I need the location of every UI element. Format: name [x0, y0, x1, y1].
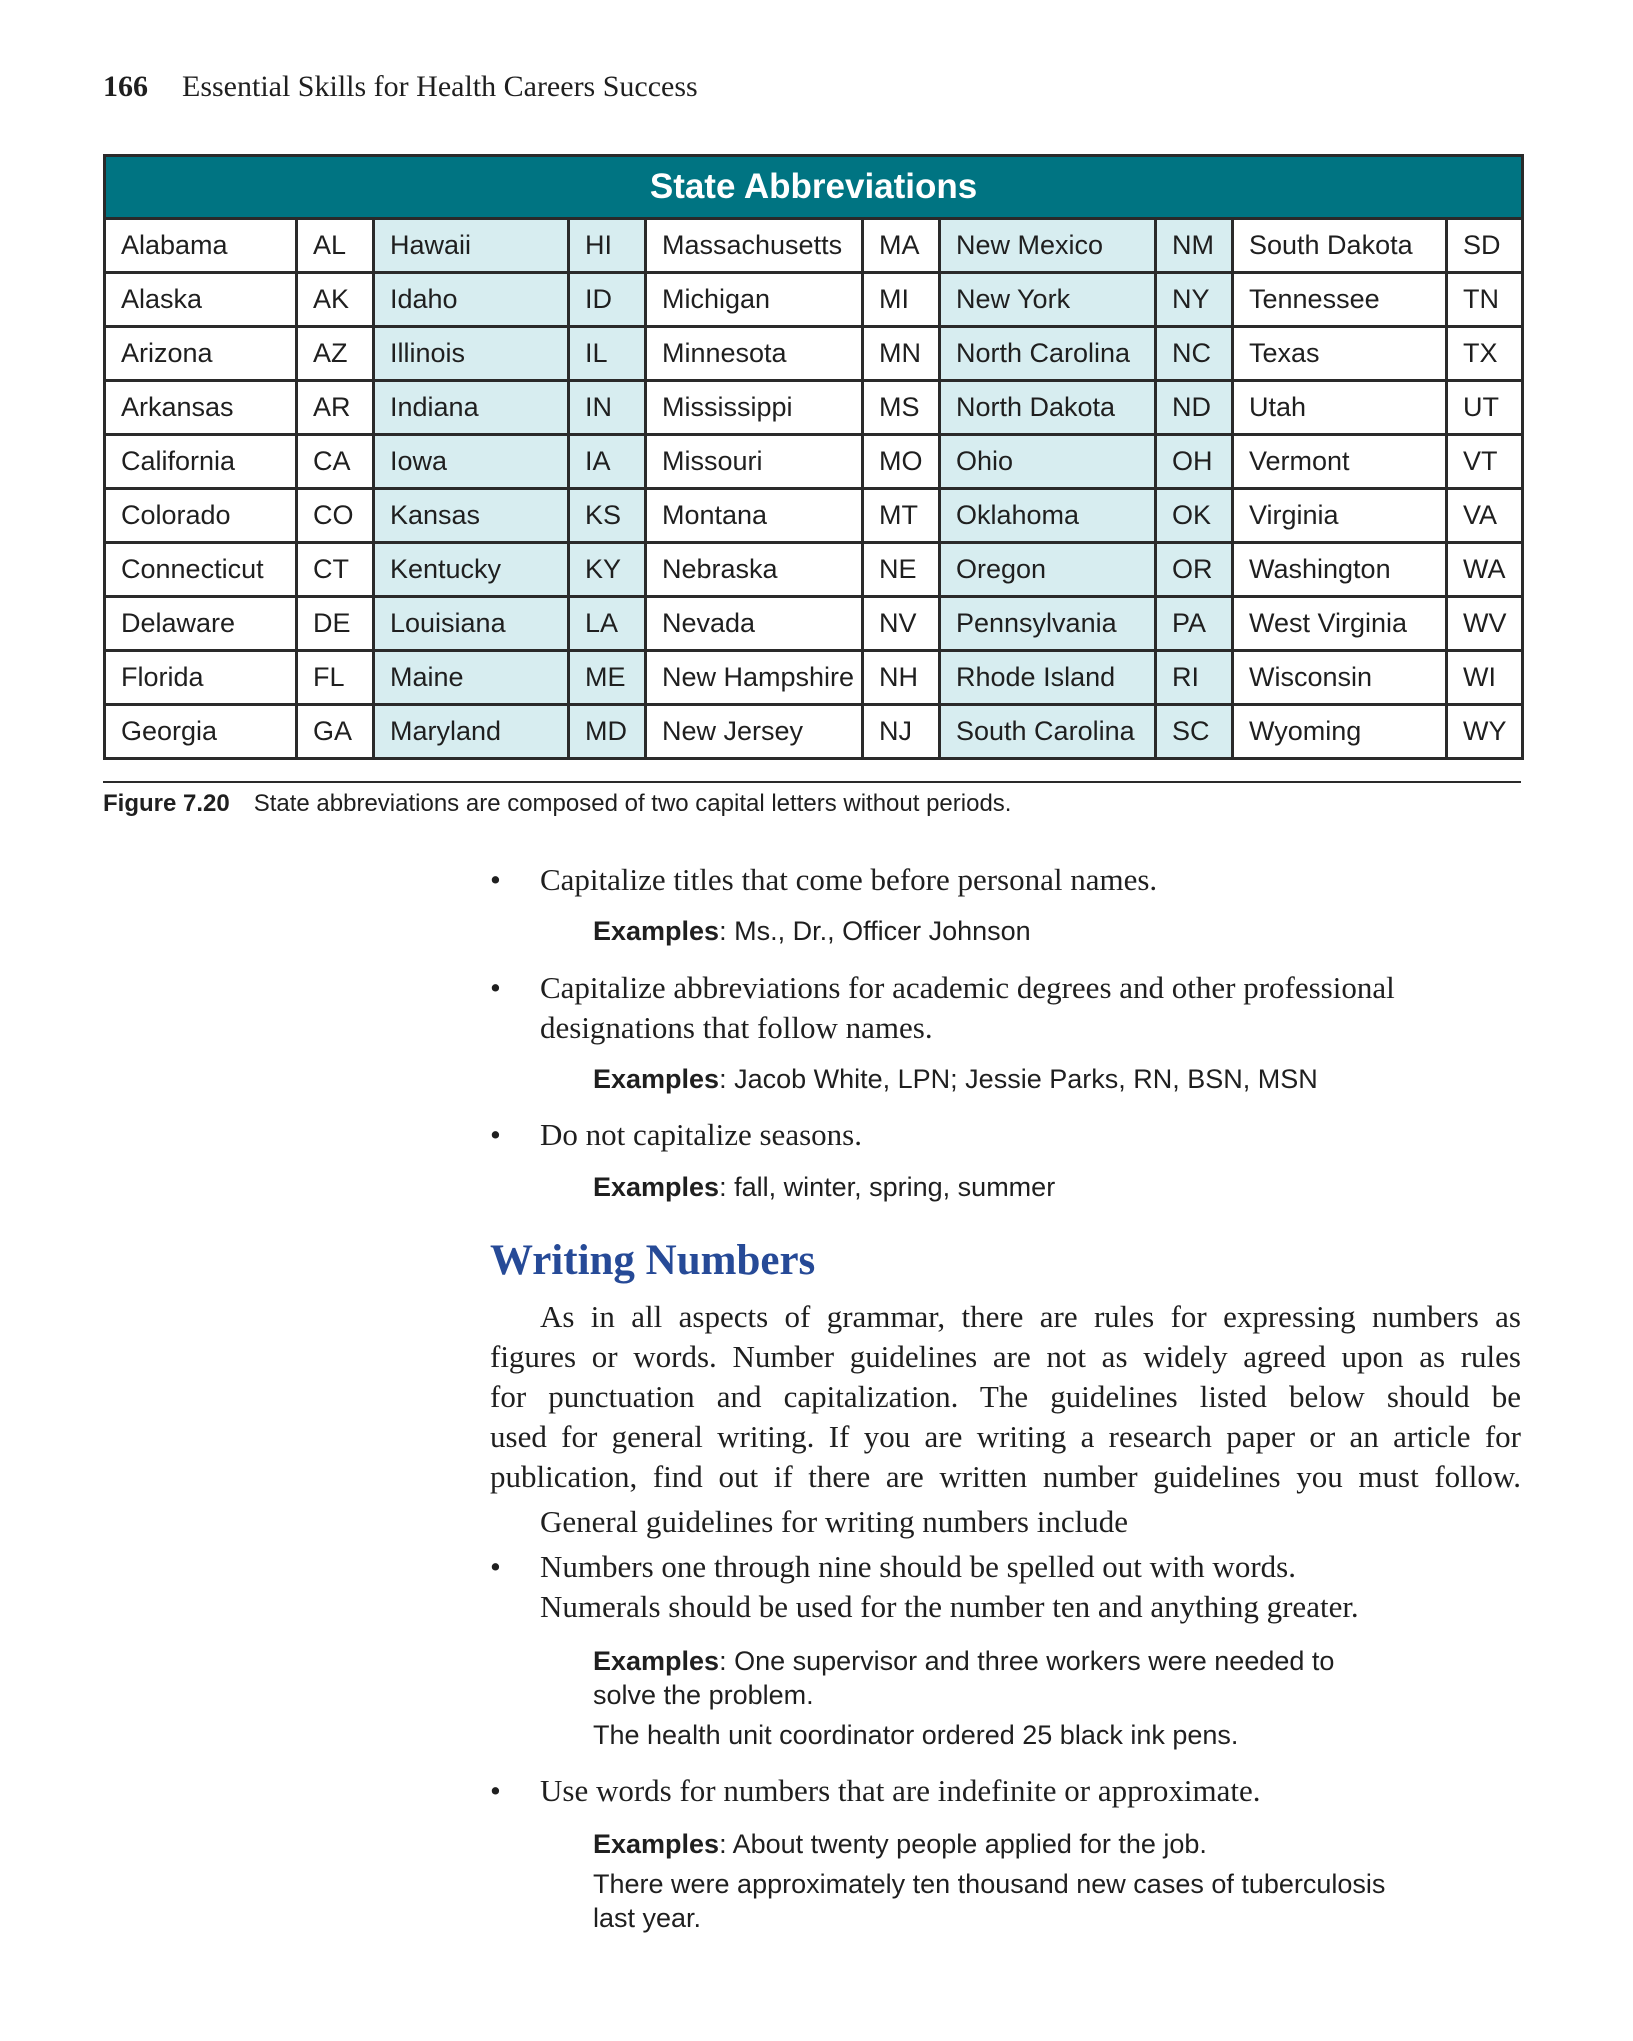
- bullet-text: Use words for numbers that are indefinite or approximate.: [540, 1773, 1261, 1808]
- state-abbreviation-cell: LA: [569, 597, 646, 651]
- state-abbreviation-cell: MN: [863, 327, 940, 381]
- intro-line: General guidelines for writing numbers include: [540, 1504, 1128, 1539]
- list-item: [490, 1771, 1521, 1811]
- state-name-cell: New Mexico: [940, 219, 1156, 273]
- state-name-cell: Oklahoma: [940, 489, 1156, 543]
- paragraph-line: As in all aspects of grammar, there are rules for expressing numbers as: [540, 1299, 1521, 1334]
- paragraph: [490, 1297, 1521, 1497]
- state-name-cell: Arizona: [105, 327, 297, 381]
- paragraph-line: used for general writing. If you are writing a research paper or an article for: [490, 1419, 1521, 1454]
- state-abbreviation-cell: TN: [1447, 273, 1523, 327]
- state-abbreviation-cell: OH: [1156, 435, 1233, 489]
- state-name-cell: Georgia: [105, 705, 297, 759]
- state-name-cell: South Carolina: [940, 705, 1156, 759]
- bullet-dot: •: [490, 1773, 501, 1808]
- state-abbreviation-cell: VT: [1447, 435, 1523, 489]
- bullet-text: Do not capitalize seasons.: [540, 1117, 862, 1152]
- state-abbreviation-cell: HI: [569, 219, 646, 273]
- bullet-dot: •: [490, 1549, 501, 1584]
- state-name-cell: Montana: [646, 489, 863, 543]
- state-abbreviation-cell: SD: [1447, 219, 1523, 273]
- state-abbreviation-cell: NC: [1156, 327, 1233, 381]
- example-text: : One supervisor and three workers were needed to: [719, 1646, 1335, 1676]
- state-abbreviation-cell: ND: [1156, 381, 1233, 435]
- state-name-cell: Kentucky: [374, 543, 569, 597]
- table-row: [105, 327, 1523, 381]
- state-abbreviation-cell: AZ: [297, 327, 374, 381]
- state-abbreviation-cell: AL: [297, 219, 374, 273]
- state-name-cell: Iowa: [374, 435, 569, 489]
- state-abbreviation-cell: NH: [863, 651, 940, 705]
- list-item: [490, 860, 1521, 900]
- caption-text: State abbreviations are composed of two capital letters without periods.: [253, 790, 1012, 817]
- table-row: [105, 219, 1523, 273]
- example-text: The health unit coordinator ordered 25 black ink pens.: [593, 1720, 1239, 1750]
- state-abbreviation-cell: WV: [1447, 597, 1523, 651]
- figure-caption: [103, 790, 1011, 818]
- bullet-text: Numerals should be used for the number ten and anything greater.: [540, 1589, 1359, 1624]
- state-name-cell: West Virginia: [1233, 597, 1447, 651]
- state-name-cell: Rhode Island: [940, 651, 1156, 705]
- state-abbreviation-cell: WI: [1447, 651, 1523, 705]
- state-name-cell: Arkansas: [105, 381, 297, 435]
- example-text: : Jacob White, LPN; Jessie Parks, RN, BSN, MSN: [719, 1064, 1318, 1094]
- state-name-cell: Massachusetts: [646, 219, 863, 273]
- state-name-cell: Texas: [1233, 327, 1447, 381]
- state-name-cell: Pennsylvania: [940, 597, 1156, 651]
- state-abbreviation-cell: ID: [569, 273, 646, 327]
- state-abbreviation-cell: MO: [863, 435, 940, 489]
- state-name-cell: Connecticut: [105, 543, 297, 597]
- example-text: : Ms., Dr., Officer Johnson: [719, 916, 1031, 946]
- state-abbreviation-cell: WY: [1447, 705, 1523, 759]
- state-abbreviation-cell: CT: [297, 543, 374, 597]
- example-text: solve the problem.: [593, 1680, 814, 1710]
- example-text: : fall, winter, spring, summer: [719, 1172, 1056, 1202]
- book-title: Essential Skills for Health Careers Success: [182, 70, 698, 103]
- example: [593, 1644, 1334, 1752]
- bullet-dot: •: [490, 862, 501, 897]
- state-abbreviation-cell: AR: [297, 381, 374, 435]
- state-abbreviation-cell: WA: [1447, 543, 1523, 597]
- table-row: [105, 381, 1523, 435]
- state-name-cell: Indiana: [374, 381, 569, 435]
- state-name-cell: Michigan: [646, 273, 863, 327]
- state-abbreviation-cell: MI: [863, 273, 940, 327]
- bullet-text: Capitalize titles that come before personal names.: [540, 862, 1158, 897]
- state-abbreviation-cell: NY: [1156, 273, 1233, 327]
- state-name-cell: Maine: [374, 651, 569, 705]
- state-name-cell: Washington: [1233, 543, 1447, 597]
- paragraph-line: publication, find out if there are written number guidelines you must follow.: [490, 1459, 1521, 1494]
- state-name-cell: Wyoming: [1233, 705, 1447, 759]
- state-name-cell: New York: [940, 273, 1156, 327]
- example-text: last year.: [593, 1903, 702, 1933]
- state-name-cell: Wisconsin: [1233, 651, 1447, 705]
- table-row: [105, 597, 1523, 651]
- state-abbreviation-cell: KY: [569, 543, 646, 597]
- state-abbreviation-cell: MS: [863, 381, 940, 435]
- state-abbreviation-cell: GA: [297, 705, 374, 759]
- table-row: [105, 543, 1523, 597]
- table-row: [105, 435, 1523, 489]
- state-abbreviation-cell: MT: [863, 489, 940, 543]
- state-name-cell: Nebraska: [646, 543, 863, 597]
- state-abbreviation-cell: IA: [569, 435, 646, 489]
- state-abbreviation-cell: KS: [569, 489, 646, 543]
- state-abbreviation-cell: CA: [297, 435, 374, 489]
- state-abbreviation-cell: FL: [297, 651, 374, 705]
- state-name-cell: Kansas: [374, 489, 569, 543]
- state-abbreviation-cell: RI: [1156, 651, 1233, 705]
- section-heading: Writing Numbers: [490, 1237, 816, 1284]
- state-name-cell: Florida: [105, 651, 297, 705]
- bullet-dot: •: [490, 1117, 501, 1152]
- paragraph-line: for punctuation and capitalization. The guidelines listed below should be: [490, 1379, 1521, 1414]
- state-abbreviation-cell: OR: [1156, 543, 1233, 597]
- state-abbreviation-cell: NE: [863, 543, 940, 597]
- state-abbreviation-cell: ME: [569, 651, 646, 705]
- figure-label: Figure 7.20: [103, 790, 230, 817]
- state-name-cell: Louisiana: [374, 597, 569, 651]
- state-name-cell: California: [105, 435, 297, 489]
- table-row: [105, 651, 1523, 705]
- examples-label: Examples: [593, 916, 720, 946]
- state-name-cell: Nevada: [646, 597, 863, 651]
- table-row: [105, 705, 1523, 759]
- state-name-cell: Virginia: [1233, 489, 1447, 543]
- state-abbreviation-cell: IN: [569, 381, 646, 435]
- list-item: [490, 1547, 1521, 1627]
- page-number: 166: [103, 70, 148, 103]
- state-name-cell: North Dakota: [940, 381, 1156, 435]
- state-abbreviation-cell: OK: [1156, 489, 1233, 543]
- table-row: [105, 273, 1523, 327]
- state-abbreviations-table: [103, 154, 1524, 760]
- state-name-cell: Hawaii: [374, 219, 569, 273]
- state-abbreviation-cell: MD: [569, 705, 646, 759]
- state-name-cell: Idaho: [374, 273, 569, 327]
- example: [593, 1170, 1055, 1204]
- table-title: State Abbreviations: [105, 156, 1523, 219]
- state-abbreviation-cell: VA: [1447, 489, 1523, 543]
- state-abbreviation-cell: PA: [1156, 597, 1233, 651]
- paragraph-line: figures or words. Number guidelines are not as widely agreed upon as rules: [490, 1339, 1521, 1374]
- state-name-cell: New Jersey: [646, 705, 863, 759]
- example: [593, 1827, 1385, 1935]
- examples-label: Examples: [593, 1646, 720, 1676]
- state-name-cell: Maryland: [374, 705, 569, 759]
- state-name-cell: New Hampshire: [646, 651, 863, 705]
- state-name-cell: Utah: [1233, 381, 1447, 435]
- state-name-cell: Ohio: [940, 435, 1156, 489]
- example-text: : About twenty people applied for the job.: [719, 1829, 1207, 1859]
- state-name-cell: Illinois: [374, 327, 569, 381]
- figure-rule: [103, 781, 1521, 783]
- examples-label: Examples: [593, 1064, 720, 1094]
- state-abbreviation-cell: NV: [863, 597, 940, 651]
- bullet-text: Numbers one through nine should be spelled out with words.: [540, 1549, 1296, 1584]
- examples-label: Examples: [593, 1172, 720, 1202]
- state-name-cell: Alaska: [105, 273, 297, 327]
- state-name-cell: Vermont: [1233, 435, 1447, 489]
- state-name-cell: Minnesota: [646, 327, 863, 381]
- state-abbreviation-cell: TX: [1447, 327, 1523, 381]
- bullet-text: Capitalize abbreviations for academic degrees and other professional: [540, 970, 1395, 1005]
- list-item: [490, 968, 1521, 1048]
- state-abbreviation-cell: CO: [297, 489, 374, 543]
- state-abbreviation-cell: MA: [863, 219, 940, 273]
- state-name-cell: Colorado: [105, 489, 297, 543]
- running-head: [103, 70, 698, 104]
- table-row: [105, 489, 1523, 543]
- examples-label: Examples: [593, 1829, 720, 1859]
- bullet-text: designations that follow names.: [540, 1010, 933, 1045]
- bullet-dot: •: [490, 970, 501, 1005]
- example-text: There were approximately ten thousand new cases of tuberculosis: [593, 1869, 1386, 1899]
- state-name-cell: Mississippi: [646, 381, 863, 435]
- state-name-cell: Delaware: [105, 597, 297, 651]
- state-abbreviation-cell: NM: [1156, 219, 1233, 273]
- state-name-cell: Oregon: [940, 543, 1156, 597]
- state-abbreviation-cell: NJ: [863, 705, 940, 759]
- state-abbreviation-cell: UT: [1447, 381, 1523, 435]
- state-name-cell: Missouri: [646, 435, 863, 489]
- table-body: [105, 219, 1523, 759]
- state-name-cell: Tennessee: [1233, 273, 1447, 327]
- state-abbreviation-cell: AK: [297, 273, 374, 327]
- state-abbreviation-cell: SC: [1156, 705, 1233, 759]
- example: [593, 1062, 1318, 1096]
- state-name-cell: South Dakota: [1233, 219, 1447, 273]
- state-abbreviation-cell: IL: [569, 327, 646, 381]
- state-name-cell: North Carolina: [940, 327, 1156, 381]
- state-abbreviation-cell: DE: [297, 597, 374, 651]
- example: [593, 914, 1031, 948]
- state-name-cell: Alabama: [105, 219, 297, 273]
- list-item: [490, 1115, 1521, 1155]
